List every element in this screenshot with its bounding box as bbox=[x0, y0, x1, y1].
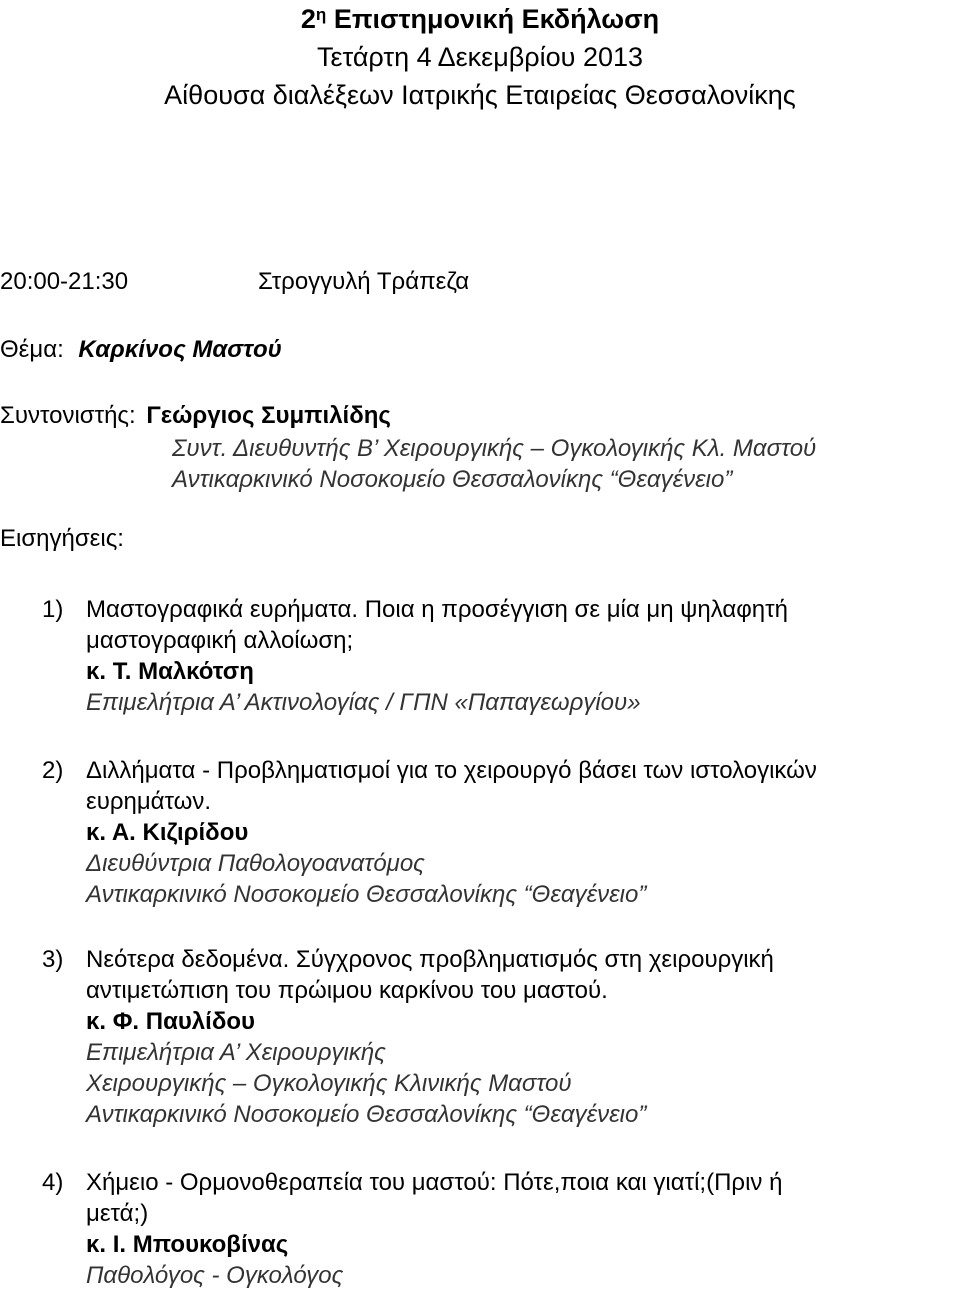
moderator-name: Γεώργιος Συμπιλίδης bbox=[146, 402, 391, 429]
talk-title-line: ευρημάτων. bbox=[86, 788, 212, 815]
event-venue: Αίθουσα διαλέξεων Ιατρικής Εταιρείας Θεσσαλονίκης bbox=[164, 80, 796, 110]
session-time-row bbox=[0, 266, 960, 298]
talk-item bbox=[86, 944, 960, 1130]
topic-value: Καρκίνος Μαστού bbox=[78, 336, 282, 363]
event-title bbox=[0, 0, 960, 38]
event-header bbox=[0, 0, 960, 114]
talk-title-line: μετά;) bbox=[86, 1200, 149, 1227]
talk-number: 3) bbox=[42, 946, 64, 973]
talk-title-line: Νεότερα δεδομένα. Σύγχρονος προβληματισμός στη χειρουργική bbox=[86, 946, 774, 973]
talk-number: 1) bbox=[42, 596, 64, 623]
talk-speaker: κ. Φ. Παυλίδου bbox=[86, 1008, 256, 1035]
moderator-role-2: Αντικαρκινικό Νοσοκομείο Θεσσαλονίκης “Θεαγένειο” bbox=[172, 466, 733, 493]
talk-item bbox=[86, 1167, 960, 1291]
talk-speaker: κ. Α. Κιζιρίδου bbox=[86, 819, 249, 846]
event-title-text: Επιστημονική Εκδήλωση bbox=[326, 4, 660, 34]
session-topic-row bbox=[0, 334, 282, 366]
talk-speaker-role: Επιμελήτρια Α’ Ακτινολογίας / ΓΠΝ «Παπαγεωργίου» bbox=[86, 689, 641, 716]
session-time: 20:00-21:30 bbox=[0, 268, 129, 295]
moderator-row bbox=[0, 400, 391, 432]
talks-label: Εισηγήσεις: bbox=[0, 525, 124, 552]
event-ordinal-suffix: η bbox=[315, 5, 327, 24]
talk-speaker-role: Επιμελήτρια Α’ Χειρουργικής bbox=[86, 1039, 386, 1066]
topic-label: Θέμα: bbox=[0, 336, 64, 363]
talk-title-line: μαστογραφική αλλοίωση; bbox=[86, 627, 354, 654]
talk-title-line: αντιμετώπιση του πρώιμου καρκίνου του μαστού. bbox=[86, 977, 608, 1004]
talk-speaker-role: Αντικαρκινικό Νοσοκομείο Θεσσαλονίκης “Θεαγένειο” bbox=[86, 1101, 647, 1128]
talk-speaker-role: Αντικαρκινικό Νοσοκομείο Θεσσαλονίκης “Θεαγένειο” bbox=[86, 881, 647, 908]
event-date: Τετάρτη 4 Δεκεμβρίου 2013 bbox=[316, 42, 644, 72]
moderator-label: Συντονιστής: bbox=[0, 402, 136, 429]
talk-number: 4) bbox=[42, 1169, 64, 1196]
event-ordinal-number: 2 bbox=[300, 4, 316, 34]
talk-item bbox=[86, 755, 960, 910]
talk-title-line: Διλλήματα - Προβληματισμοί για το χειρουργό βάσει των ιστολογικών bbox=[86, 757, 817, 784]
talk-number: 2) bbox=[42, 757, 64, 784]
talk-item bbox=[86, 594, 960, 718]
talk-speaker-role: Διευθύντρια Παθολογοανατόμος bbox=[86, 850, 425, 877]
moderator-role-1: Συντ. Διευθυντής Β’ Χειρουργικής – Ογκολογικής Κλ. Μαστού bbox=[172, 435, 817, 462]
talk-speaker-role: Παθολόγος - Ογκολόγος bbox=[86, 1262, 344, 1289]
talk-speaker: κ. Ι. Μπουκοβίνας bbox=[86, 1231, 289, 1258]
talk-title-line: Χήμειο - Ορμονοθεραπεία του μαστού: Πότε,ποια και γιατί;(Πριν ή bbox=[86, 1169, 783, 1196]
talk-speaker: κ. Τ. Μαλκότση bbox=[86, 658, 254, 685]
talk-title-line: Μαστογραφικά ευρήματα. Ποια η προσέγγιση σε μία μη ψηλαφητή bbox=[86, 596, 788, 623]
talk-speaker-role: Χειρουργικής – Ογκολογικής Κλινικής Μαστού bbox=[86, 1070, 572, 1097]
session-type: Στρογγυλή Τράπεζα bbox=[258, 268, 470, 295]
